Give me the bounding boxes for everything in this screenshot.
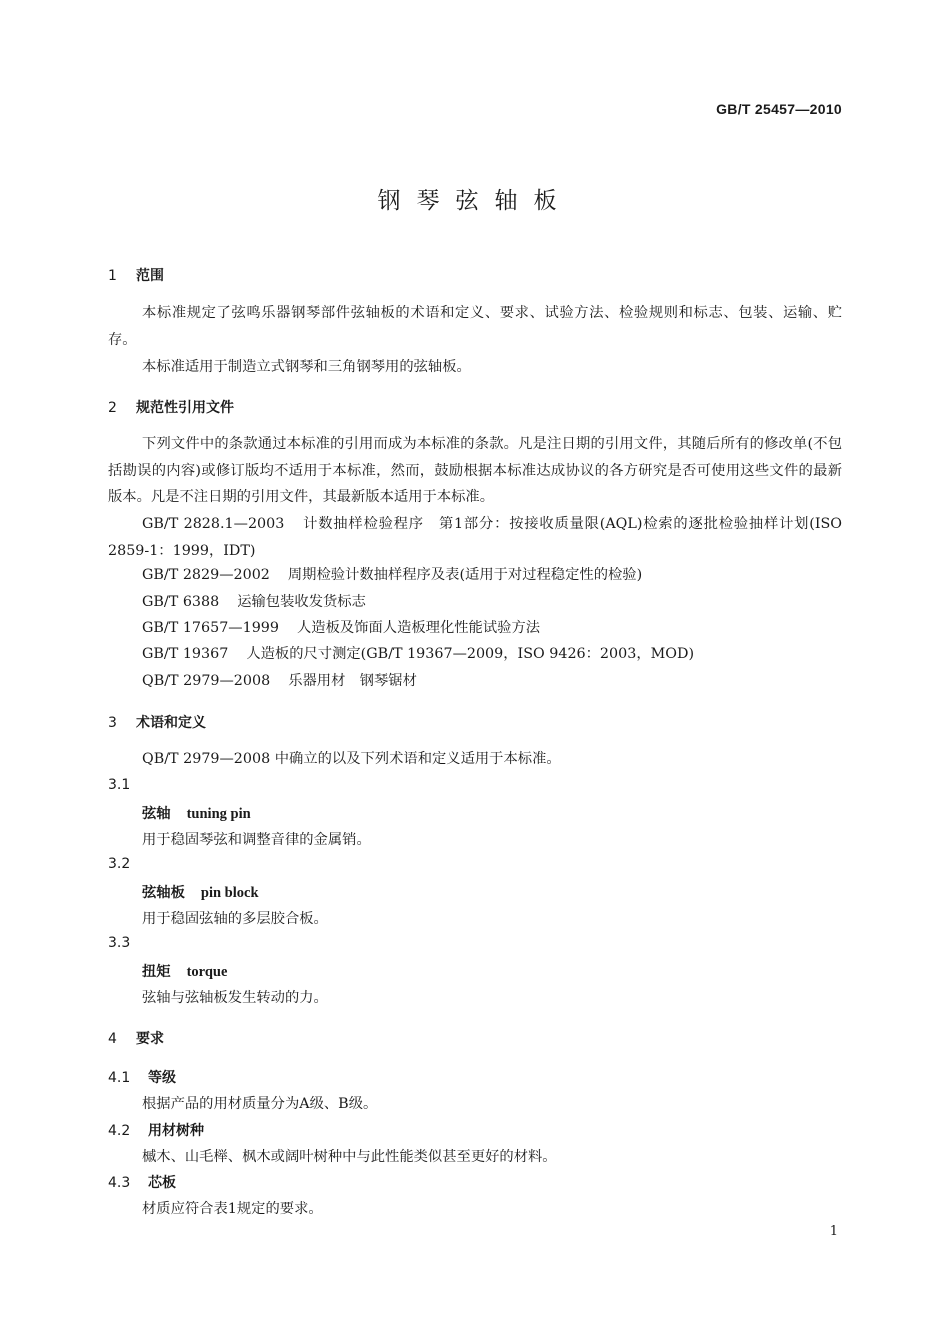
term-definition: 用于稳固琴弦和调整音律的金属销。	[142, 832, 371, 848]
page-number: 1	[829, 1224, 838, 1239]
reference-item	[108, 511, 842, 564]
term-heading	[142, 882, 259, 902]
subclause-number: 4.1	[108, 1070, 131, 1086]
paragraph: QB/T 2979—2008 中确立的以及下列术语和定义适用于本标准。	[142, 751, 561, 767]
subclause-heading	[108, 1120, 204, 1140]
subclause-title: 芯板	[148, 1175, 176, 1191]
subclause-title: 等级	[148, 1070, 176, 1086]
subclause-heading	[108, 1172, 176, 1192]
subclause-title: 用材树种	[148, 1123, 204, 1139]
subclause-heading	[108, 1067, 176, 1087]
term-definition: 弦轴与弦轴板发生转动的力。	[142, 990, 328, 1006]
section-title: 术语和定义	[136, 715, 206, 731]
subclause-number: 4.2	[108, 1123, 131, 1139]
clause-number: 3.3	[108, 935, 131, 951]
reference-item	[142, 643, 694, 663]
paragraph: 本标准适用于制造立式钢琴和三角钢琴用的弦轴板。	[142, 359, 471, 375]
reference-item	[142, 564, 642, 584]
paragraph: 槭木、山毛榉、枫木或阔叶树种中与此性能类似甚至更好的材料。	[142, 1149, 557, 1165]
reference-title: 人造板及饰面人造板理化性能试验方法	[297, 620, 541, 636]
section-4-heading	[108, 1028, 164, 1048]
term-en: torque	[186, 964, 228, 980]
section-title: 规范性引用文件	[136, 400, 234, 416]
term-heading	[142, 961, 227, 981]
reference-title: 运输包装收发货标志	[237, 594, 366, 610]
clause-number: 3.2	[108, 856, 131, 872]
paragraph: 材质应符合表1规定的要求。	[142, 1201, 323, 1217]
term-heading	[142, 803, 251, 823]
section-2-heading	[108, 397, 234, 417]
standard-number: GB/T 25457—2010	[716, 101, 842, 117]
subclause-number: 4.3	[108, 1175, 131, 1191]
paragraph: 下列文件中的条款通过本标准的引用而成为本标准的条款。凡是注日期的引用文件，其随后所有的修改单(不包括勘误的内容)或修订版均不适用于本标准，然而，鼓励根据本标准达成协议的各方研究是否可使用这些文件的最新版本。凡是不注日期的引用文件，其最新版本适用于本标准。	[108, 436, 842, 505]
reference-title: 计数抽样检验程序 第1部分：按接收质量限(AQL)检索的逐批检验抽样计划(ISO 2859-1：1999，IDT)	[108, 516, 842, 559]
section-number: 4	[108, 1031, 117, 1047]
reference-code: GB/T 17657—1999	[142, 620, 279, 636]
reference-title: 人造板的尺寸测定(GB/T 19367—2009，ISO 9426：2003，MOD)	[246, 646, 695, 662]
section-title: 要求	[136, 1031, 164, 1047]
term-zh: 弦轴板	[142, 885, 185, 901]
document-title: 钢琴弦轴板	[377, 188, 573, 214]
term-definition: 用于稳固弦轴的多层胶合板。	[142, 911, 328, 927]
term-zh: 弦轴	[142, 806, 171, 822]
clause-number: 3.1	[108, 777, 131, 793]
reference-code: GB/T 2829—2002	[142, 567, 270, 583]
reference-code: QB/T 2979—2008	[142, 673, 271, 689]
term-en: pin block	[200, 885, 259, 901]
section-number: 2	[108, 400, 117, 416]
reference-item	[142, 591, 366, 611]
reference-code: GB/T 19367	[142, 646, 229, 662]
section-3-heading	[108, 712, 206, 732]
reference-item	[142, 617, 540, 637]
reference-code: GB/T 6388	[142, 594, 220, 610]
term-en: tuning pin	[186, 806, 251, 822]
reference-title: 乐器用材 钢琴锯材	[288, 673, 417, 689]
reference-title: 周期检验计数抽样程序及表(适用于对过程稳定性的检验)	[287, 567, 643, 583]
term-zh: 扭矩	[142, 964, 171, 980]
section-1-heading	[108, 265, 164, 285]
section-number: 1	[108, 268, 117, 284]
section-number: 3	[108, 715, 117, 731]
reference-code: GB/T 2828.1—2003	[142, 516, 285, 532]
reference-item	[142, 670, 417, 690]
paragraph: 根据产品的用材质量分为A级、B级。	[142, 1096, 378, 1112]
section-title: 范围	[136, 268, 164, 284]
paragraph: 本标准规定了弦鸣乐器钢琴部件弦轴板的术语和定义、要求、试验方法、检验规则和标志、包装、运输、贮存。	[108, 305, 842, 348]
